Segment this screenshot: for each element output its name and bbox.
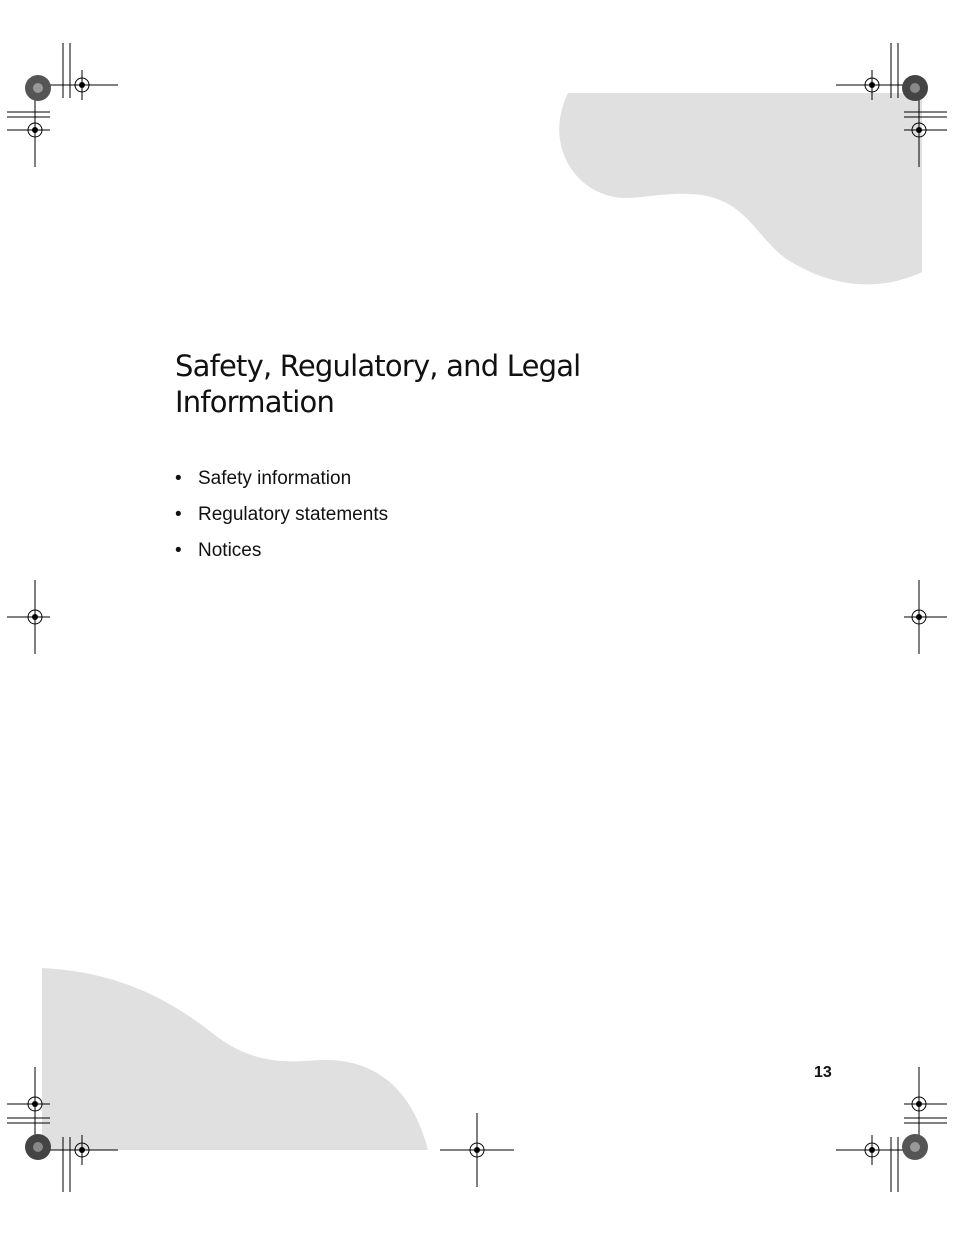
list-item-label: Notices [198, 540, 262, 561]
list-item [175, 461, 388, 497]
bullet-icon: • [175, 504, 182, 525]
bottom-left-swoosh [42, 968, 428, 1150]
contents-list [175, 461, 388, 569]
chapter-title-line-1: Safety, Regulatory, and Legal [175, 349, 581, 383]
chapter-title [175, 348, 595, 420]
page-number: 13 [814, 1064, 832, 1081]
top-right-swoosh [559, 93, 922, 284]
list-item-label: Regulatory statements [198, 504, 389, 525]
bullet-icon: • [175, 468, 182, 489]
list-item-label: Safety information [198, 468, 352, 489]
bullet-icon: • [175, 540, 182, 561]
chapter-title-line-2: Information [175, 385, 335, 419]
list-item [175, 497, 388, 533]
list-item [175, 533, 388, 569]
